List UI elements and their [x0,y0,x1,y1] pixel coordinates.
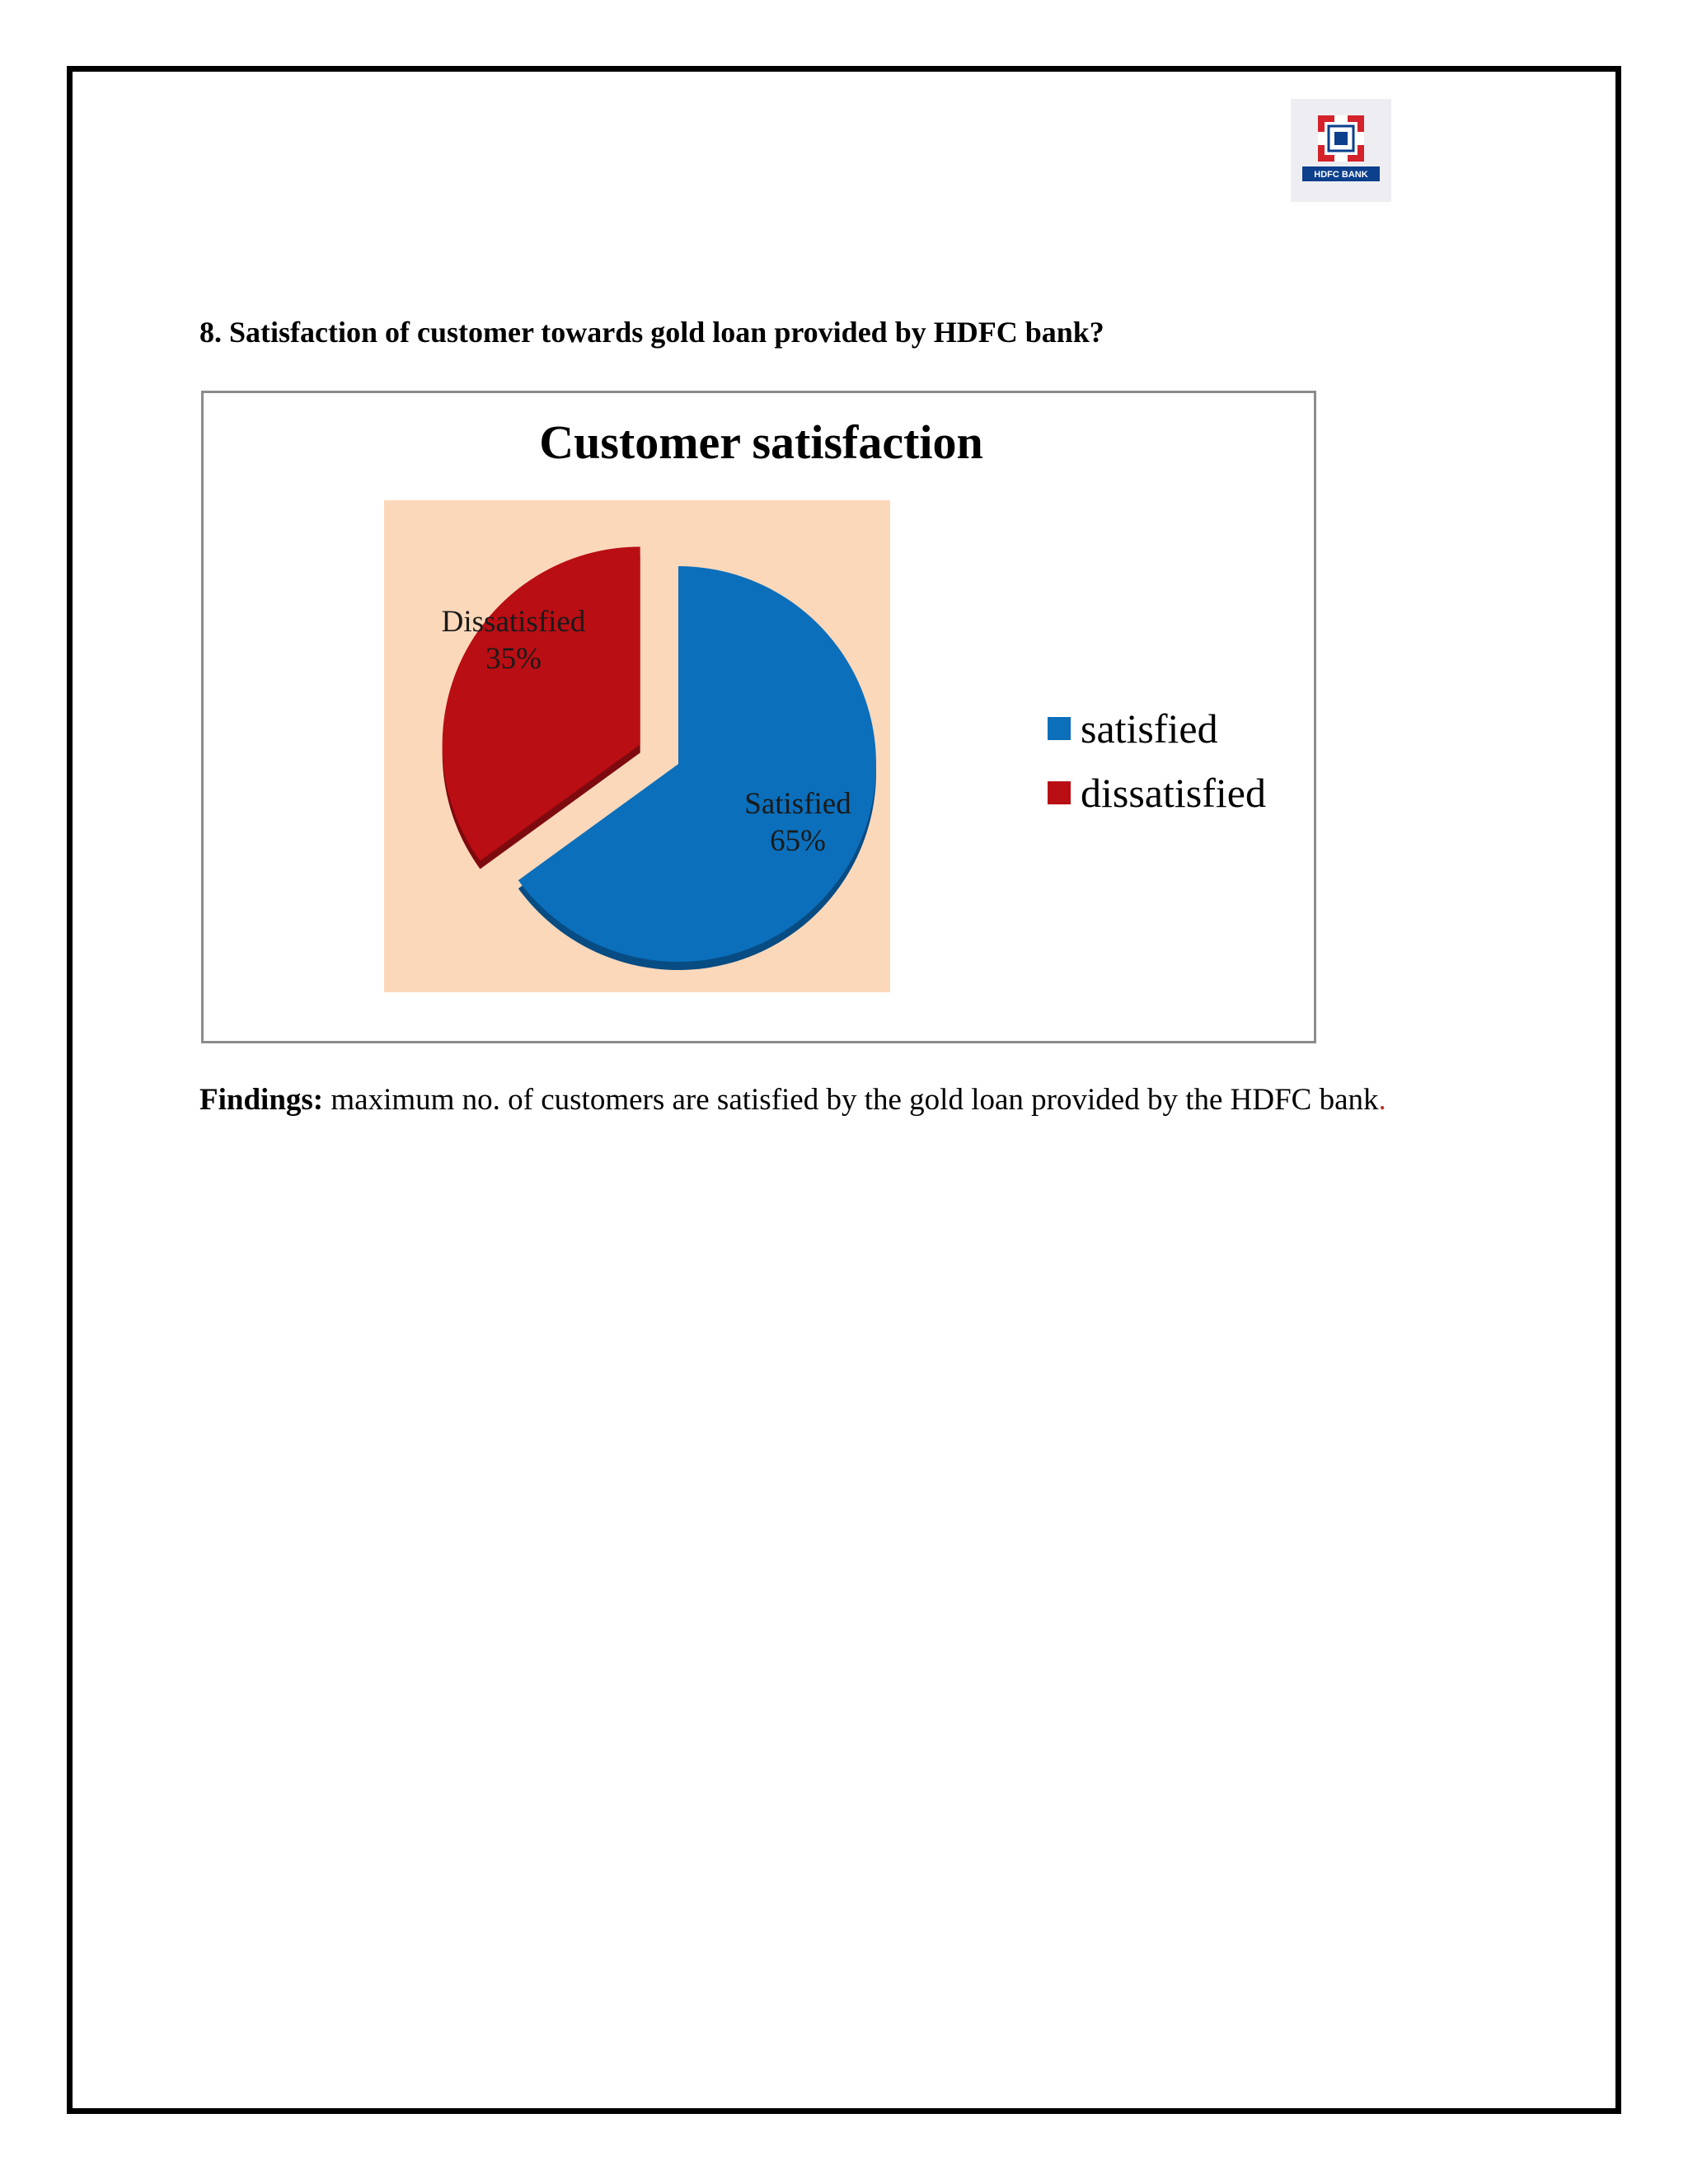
chart-legend [1048,696,1311,825]
chart-frame [201,391,1316,1043]
findings-label: Findings: [199,1083,324,1117]
legend-item-satisfied [1048,696,1311,761]
question-heading: 8. Satisfaction of customer towards gold loan provided by HDFC bank? [199,316,1104,349]
data-label-dissatisfied-name: Dissatisfied [441,605,586,639]
legend-item-dissatisfied [1048,761,1311,825]
data-label-satisfied-name: Satisfied [744,787,851,821]
chart-title: Customer satisfaction [539,415,983,469]
hdfc-bank-logo [1291,99,1391,202]
legend-label-dissatisfied: dissatisfied [1081,770,1266,816]
data-label-dissatisfied-value: 35% [485,642,542,676]
pie-chart [384,500,890,992]
findings-period: . [1378,1083,1386,1117]
legend-label-satisfied: satisfied [1081,705,1218,752]
findings-paragraph [199,1082,1386,1118]
legend-swatch-satisfied [1048,717,1071,740]
data-label-satisfied-value: 65% [770,824,826,858]
findings-text: maximum no. of customers are satisfied by the gold loan provided by the HDFC bank [323,1083,1379,1117]
svg-text:HDFC BANK: HDFC BANK [1314,170,1368,180]
legend-swatch-dissatisfied [1048,781,1071,804]
